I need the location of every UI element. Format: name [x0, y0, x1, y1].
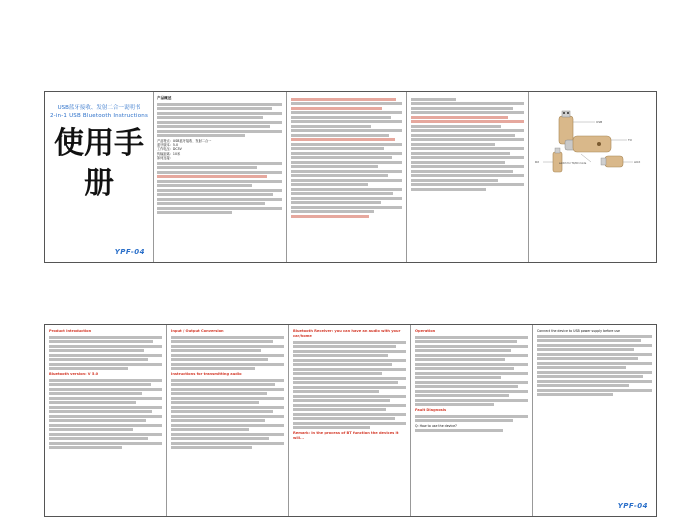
label-tx: TX — [628, 138, 632, 142]
cover-model: YPF-04 — [114, 248, 145, 256]
product-illustration — [529, 92, 656, 262]
usb-dongle-icon — [559, 111, 573, 144]
label-rx: RX — [535, 160, 540, 164]
en-faq: Q: How to use the device? — [415, 423, 457, 428]
en-fault-diagnosis: Fault Diagnosis — [415, 408, 447, 412]
label-usb: USB — [596, 120, 603, 124]
usb-dongle-icon — [601, 156, 623, 167]
cn-line: 产品特点：USB蓝牙接收、发射二合一 — [157, 138, 212, 143]
cover-title-cn: USB蓝牙接收、发射二合一说明书 — [57, 105, 141, 111]
cn-panel-2 — [287, 92, 407, 262]
en-usage-section: Instructions for transmitting audio — [171, 372, 242, 376]
en-product-intro: Product Introduction — [49, 329, 92, 333]
back-model: YPF-04 — [617, 502, 648, 510]
label-switch: switch for TX/RX mode — [559, 162, 587, 165]
usb-dongle-icon — [553, 148, 562, 172]
en-receiver-section: Bluetooth Receiver: you can have an audio with your car/home — [293, 329, 401, 338]
product-panel — [529, 92, 656, 262]
back-panel — [533, 325, 656, 516]
en-panel-1 — [45, 325, 167, 516]
en-bt-version: Bluetooth version: V 5.0 — [49, 372, 99, 376]
en-panel-3 — [289, 325, 411, 516]
label-aux: AUX — [634, 160, 641, 164]
cn-line: 蓝牙版本：5.0 — [157, 142, 179, 147]
manual-top-sheet — [44, 91, 657, 263]
cn-panel-3 — [407, 92, 529, 262]
cover-panel — [45, 92, 154, 262]
en-panel-4 — [411, 325, 533, 516]
cn-line: 传输距离：10米 — [157, 151, 181, 156]
cover-title-en: 2-in-1 USB Bluetooth Instructions — [49, 113, 149, 119]
cn-panel-1 — [153, 92, 287, 262]
manual-bottom-sheet — [44, 324, 657, 517]
en-operation: Operation — [415, 329, 436, 333]
cover-big-title — [45, 124, 153, 204]
cn-line: 如何连接： — [157, 156, 173, 161]
en-warranty: Connect the device to USB power supply before use — [537, 329, 620, 333]
cover-big-title-text: 使用手册 — [54, 126, 144, 201]
en-receiver-note: Remark: In the process of BT function the devices it will... — [293, 431, 399, 440]
cn-heading: 产品概述 — [157, 96, 172, 100]
en-panel-2 — [167, 325, 289, 516]
en-io-conversion: Input / Output Conversion — [171, 329, 224, 333]
cn-line: 工作电压：DC5V — [157, 147, 182, 152]
